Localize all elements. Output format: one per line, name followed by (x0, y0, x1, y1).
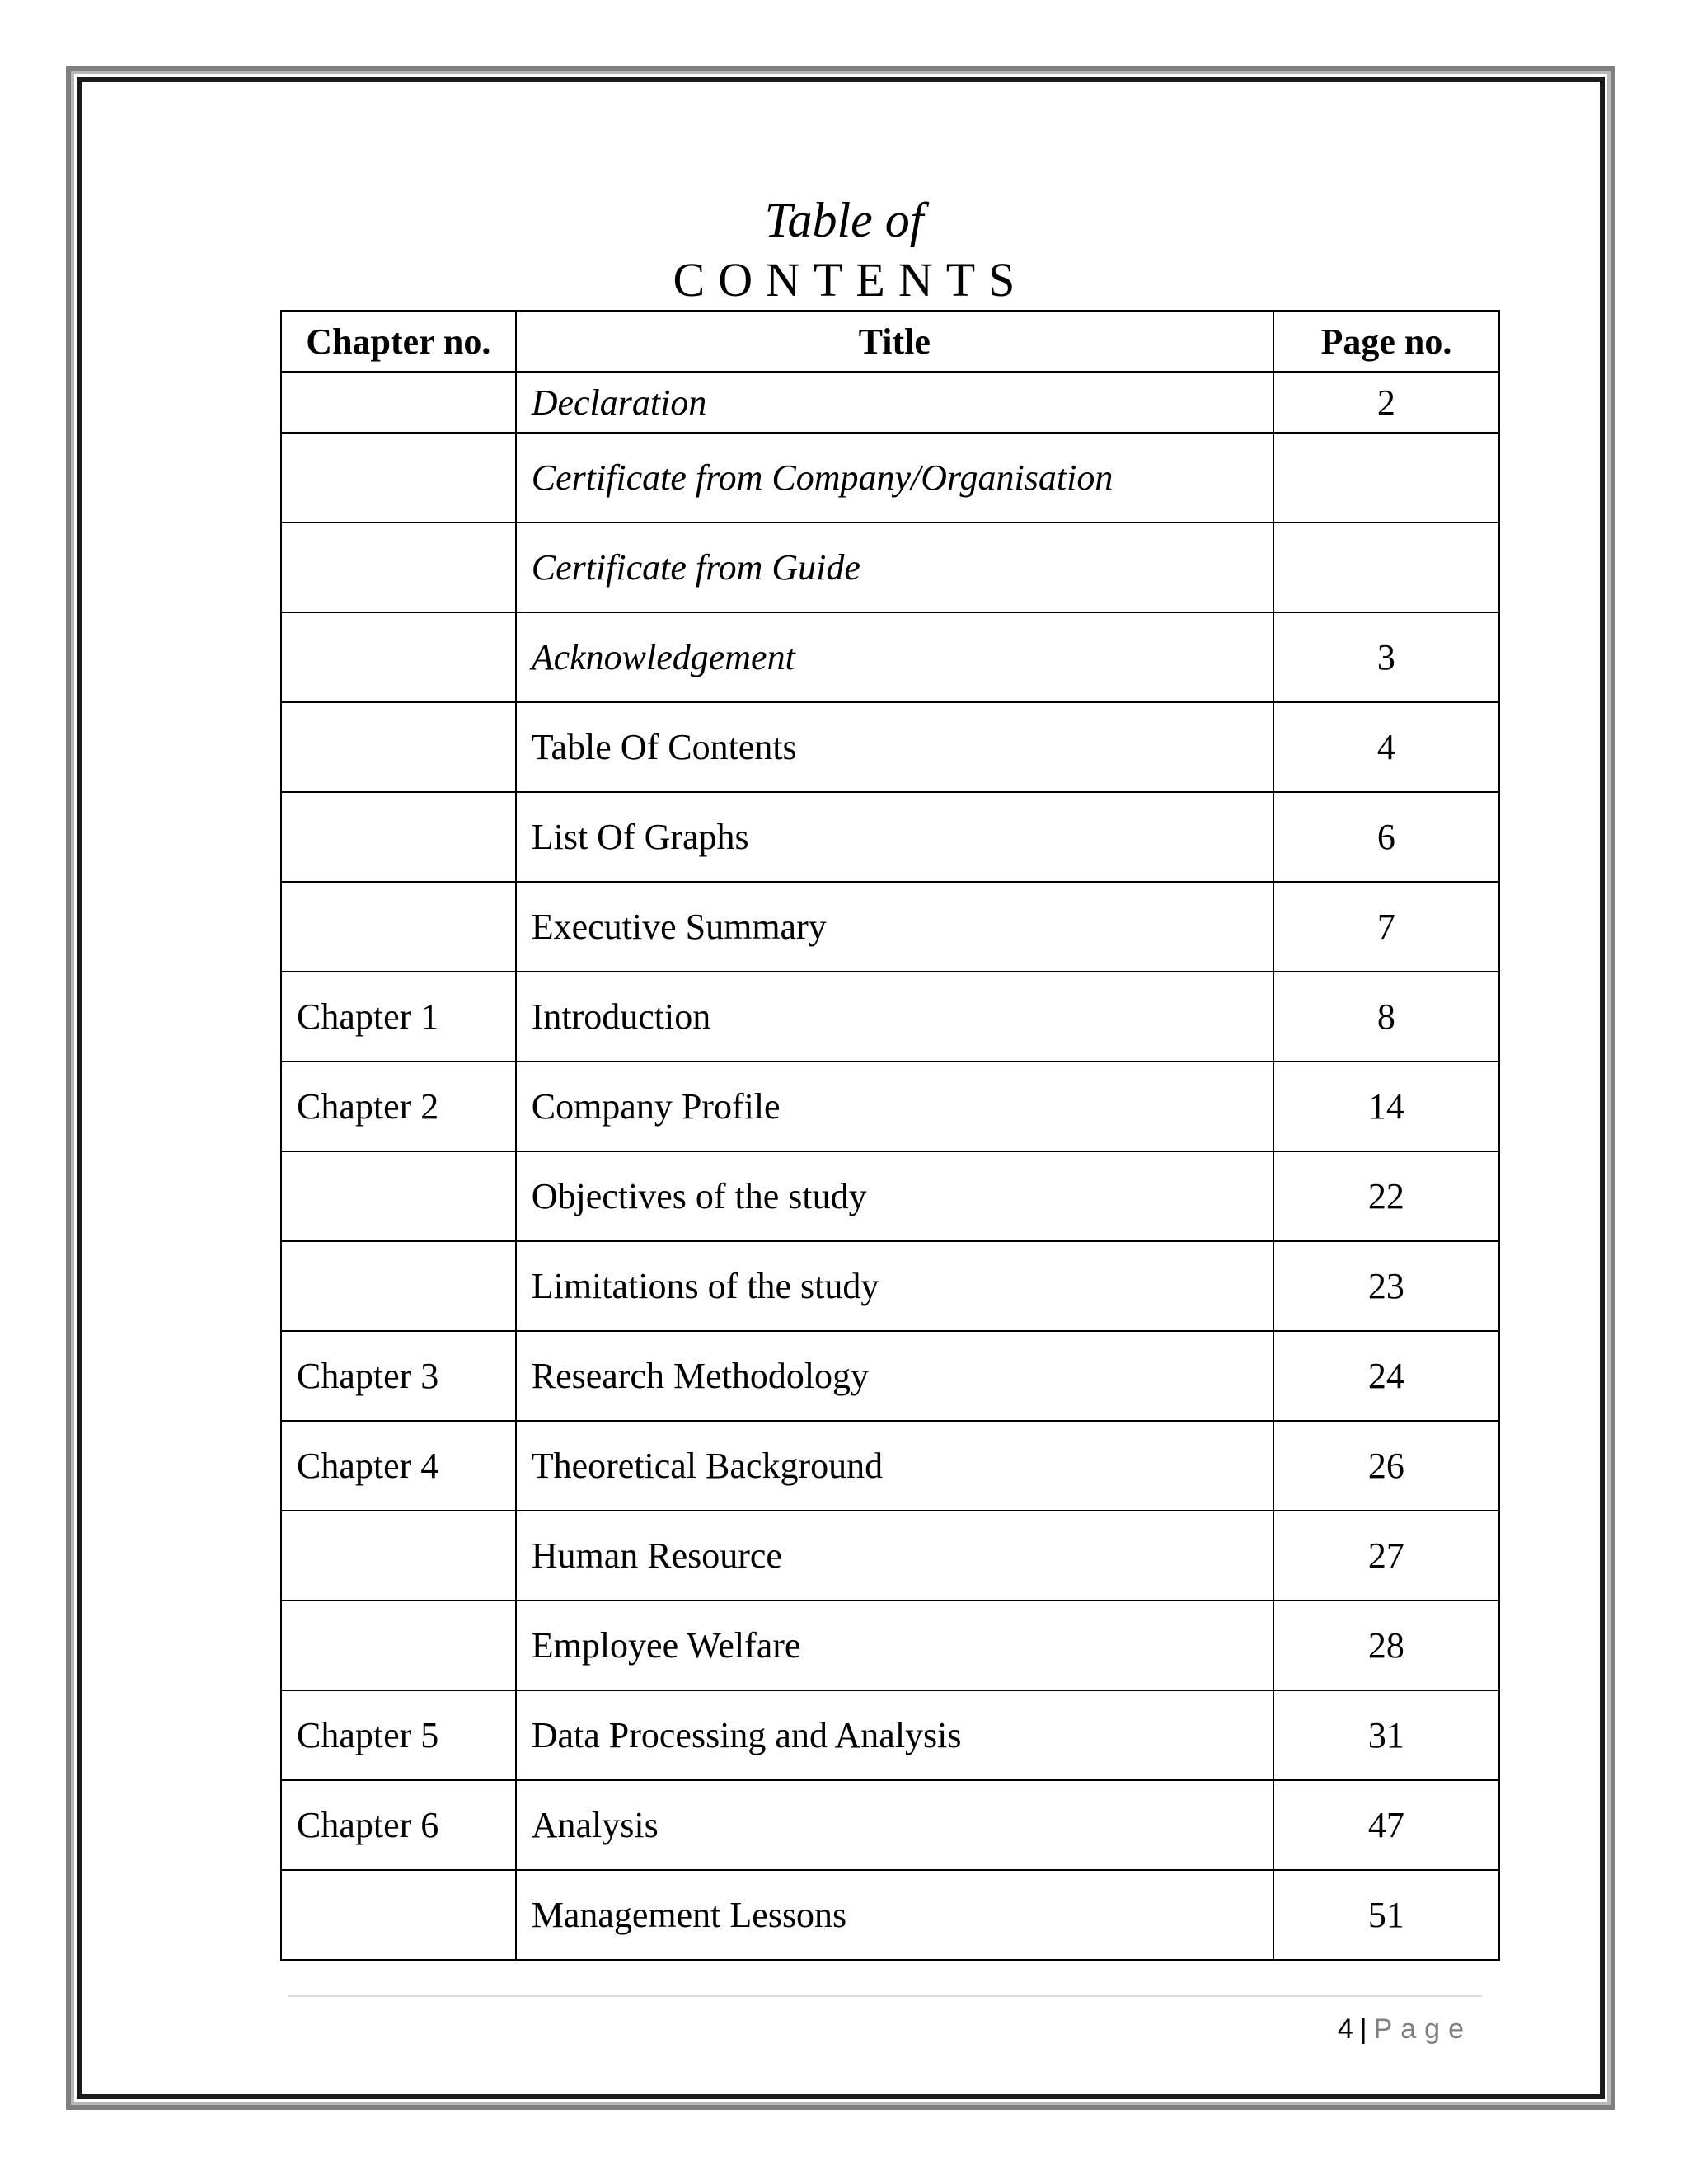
footer-separator: | (1359, 2013, 1367, 2045)
page-footer (1338, 2011, 1472, 2047)
heading-line2: CONTENTS (673, 253, 1029, 307)
page-number-cell (1273, 523, 1499, 612)
chapter-cell (281, 612, 516, 702)
table-row (281, 612, 1499, 702)
chapter-cell (281, 1241, 516, 1331)
page-number-cell: 31 (1273, 1690, 1499, 1780)
page-number-cell: 28 (1273, 1601, 1499, 1690)
table-body (281, 372, 1499, 1960)
chapter-cell: Chapter 1 (281, 972, 516, 1062)
chapter-cell (281, 372, 516, 433)
page-number-cell: 2 (1273, 372, 1499, 433)
title-cell: Objectives of the study (516, 1151, 1273, 1241)
title-cell: Data Processing and Analysis (516, 1690, 1273, 1780)
table-row (281, 972, 1499, 1062)
table-row (281, 523, 1499, 612)
table-row (281, 1870, 1499, 1960)
footer-divider (288, 1995, 1482, 1997)
table-row (281, 1511, 1499, 1601)
header-chapter: Chapter no. (281, 311, 516, 372)
page-number-cell: 51 (1273, 1870, 1499, 1960)
title-cell: Declaration (516, 372, 1273, 433)
table-row (281, 1062, 1499, 1151)
page-number-cell: 3 (1273, 612, 1499, 702)
table-row (281, 792, 1499, 882)
table-row (281, 433, 1499, 523)
table-row (281, 1331, 1499, 1421)
page-number-cell: 22 (1273, 1151, 1499, 1241)
page-number-cell: 26 (1273, 1421, 1499, 1511)
header-page: Page no. (1273, 311, 1499, 372)
chapter-cell (281, 702, 516, 792)
table-row (281, 1690, 1499, 1780)
title-cell: Human Resource (516, 1511, 1273, 1601)
title-cell: Table Of Contents (516, 702, 1273, 792)
chapter-cell (281, 792, 516, 882)
page-number-cell: 7 (1273, 882, 1499, 972)
chapter-cell (281, 882, 516, 972)
table-row (281, 1780, 1499, 1870)
chapter-cell (281, 523, 516, 612)
footer-page-number: 4 (1337, 2013, 1353, 2045)
table-row (281, 1151, 1499, 1241)
page-number-cell: 47 (1273, 1780, 1499, 1870)
title-cell: Executive Summary (516, 882, 1273, 972)
chapter-cell: Chapter 6 (281, 1780, 516, 1870)
title-cell: Certificate from Guide (516, 523, 1273, 612)
title-cell: Introduction (516, 972, 1273, 1062)
title-cell: List Of Graphs (516, 792, 1273, 882)
chapter-cell: Chapter 3 (281, 1331, 516, 1421)
table-row (281, 372, 1499, 433)
header-title: Title (516, 311, 1273, 372)
footer-page-label: Page (1373, 2013, 1472, 2045)
title-cell: Certificate from Company/Organisation (516, 433, 1273, 523)
title-cell: Theoretical Background (516, 1421, 1273, 1511)
chapter-cell (281, 1870, 516, 1960)
table-row (281, 702, 1499, 792)
chapter-cell: Chapter 4 (281, 1421, 516, 1511)
page-number-cell: 4 (1273, 702, 1499, 792)
title-cell: Analysis (516, 1780, 1273, 1870)
contents-table (280, 310, 1500, 1961)
table-row (281, 882, 1499, 972)
page-number-cell: 14 (1273, 1062, 1499, 1151)
title-cell: Acknowledgement (516, 612, 1273, 702)
title-cell: Research Methodology (516, 1331, 1273, 1421)
chapter-cell (281, 433, 516, 523)
table-row (281, 1601, 1499, 1690)
chapter-cell (281, 1151, 516, 1241)
table-row (281, 1421, 1499, 1511)
page-number-cell (1273, 433, 1499, 523)
chapter-cell: Chapter 5 (281, 1690, 516, 1780)
chapter-cell (281, 1601, 516, 1690)
table-header-row (281, 311, 1499, 372)
heading-line1: Table of (764, 193, 924, 247)
page-number-cell: 6 (1273, 792, 1499, 882)
page-number-cell: 23 (1273, 1241, 1499, 1331)
title-cell: Company Profile (516, 1062, 1273, 1151)
chapter-cell: Chapter 2 (281, 1062, 516, 1151)
table-row (281, 1241, 1499, 1331)
page-number-cell: 27 (1273, 1511, 1499, 1601)
title-cell: Employee Welfare (516, 1601, 1273, 1690)
title-cell: Limitations of the study (516, 1241, 1273, 1331)
page-number-cell: 24 (1273, 1331, 1499, 1421)
chapter-cell (281, 1511, 516, 1601)
title-cell: Management Lessons (516, 1870, 1273, 1960)
page-number-cell: 8 (1273, 972, 1499, 1062)
